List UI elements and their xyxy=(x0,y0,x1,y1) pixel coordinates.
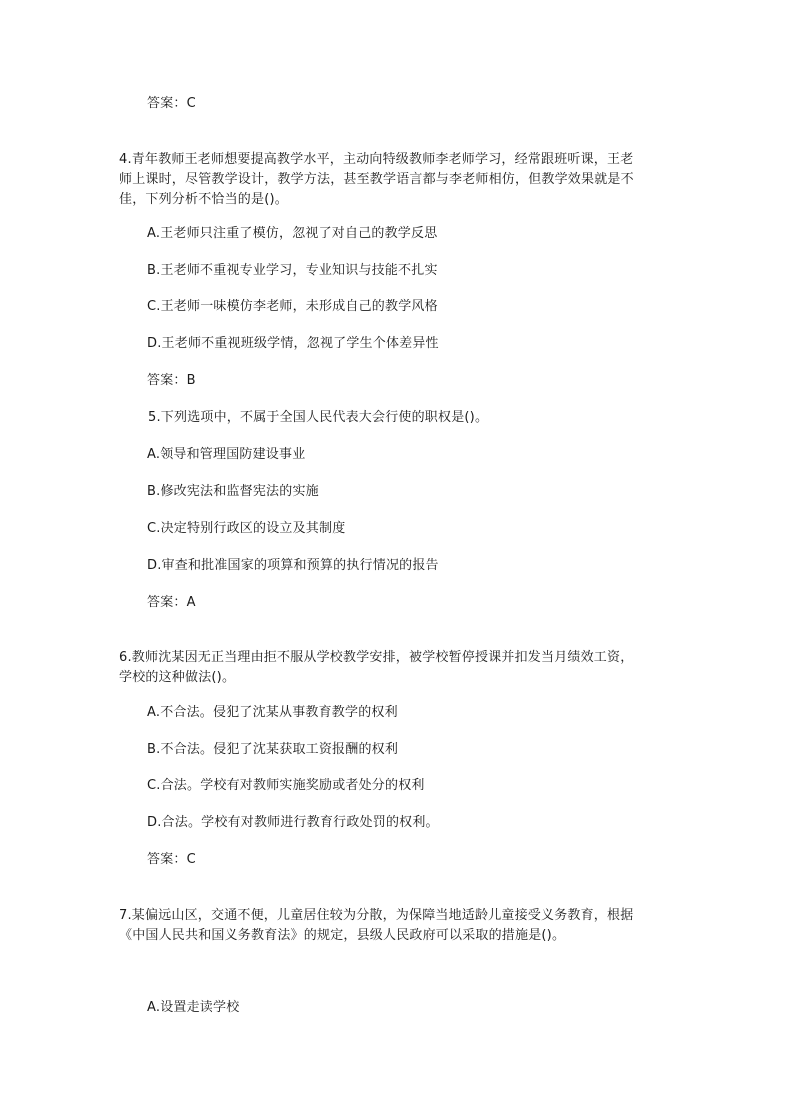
question-5-option-d: D.审查和批准国家的项算和预算的执行情况的报告 xyxy=(147,558,439,573)
answer-q3: 答案：C xyxy=(147,96,196,111)
answer-q5: 答案：A xyxy=(147,595,196,610)
question-5-option-a: A.领导和管理国防建设事业 xyxy=(147,447,306,462)
question-6-option-c: C.合法。学校有对教师实施奖励或者处分的权利 xyxy=(147,778,425,793)
question-7-stem-line-1: 7.某偏远山区，交通不便，儿童居住较为分散，为保障当地适龄儿童接受义务教育，根据 xyxy=(119,908,634,923)
question-6-option-d: D.合法。学校有对教师进行教育行政处罚的权利。 xyxy=(147,815,439,830)
question-4-option-c: C.王老师一味模仿李老师，未形成自己的教学风格 xyxy=(147,299,438,314)
question-4-option-a: A.王老师只注重了模仿，忽视了对自己的教学反思 xyxy=(147,226,438,241)
question-4-option-b: B.王老师不重视专业学习，专业知识与技能不扎实 xyxy=(147,263,438,278)
question-6-option-b: B.不合法。侵犯了沈某获取工资报酬的权利 xyxy=(147,742,399,757)
question-7-stem-line-2: 《中国人民共和国义务教育法》的规定，县级人民政府可以采取的措施是()。 xyxy=(119,928,566,943)
question-5-stem: 5.下列选项中，不属于全国人民代表大会行使的职权是()。 xyxy=(148,410,489,425)
question-4-stem-line-3: 佳，下列分析不恰当的是()。 xyxy=(119,192,288,207)
question-7-option-a: A.设置走读学校 xyxy=(147,1000,240,1015)
question-4-stem-line-1: 4.青年教师王老师想要提高教学水平，主动向特级教师李老师学习，经常跟班听课，王老 xyxy=(119,152,634,167)
question-6-option-a: A.不合法。侵犯了沈某从事教育教学的权利 xyxy=(147,705,398,720)
question-5-option-c: C.决定特别行政区的设立及其制度 xyxy=(147,521,346,536)
question-6-stem-line-2: 学校的这种做法()。 xyxy=(119,670,236,685)
question-5-option-b: B.修改宪法和监督宪法的实施 xyxy=(147,484,319,499)
question-4-option-d: D.王老师不重视班级学情，忽视了学生个体差异性 xyxy=(147,336,439,351)
question-4-stem-line-2: 师上课时，尽管教学设计，教学方法，甚至教学语言都与李老师相仿，但教学效果就是不 xyxy=(119,172,634,187)
question-6-stem-line-1: 6.教师沈某因无正当理由拒不服从学校教学安排，被学校暂停授课并扣发当月绩效工资， xyxy=(119,650,634,665)
answer-q4: 答案：B xyxy=(147,373,196,388)
answer-q6: 答案：C xyxy=(147,852,196,867)
